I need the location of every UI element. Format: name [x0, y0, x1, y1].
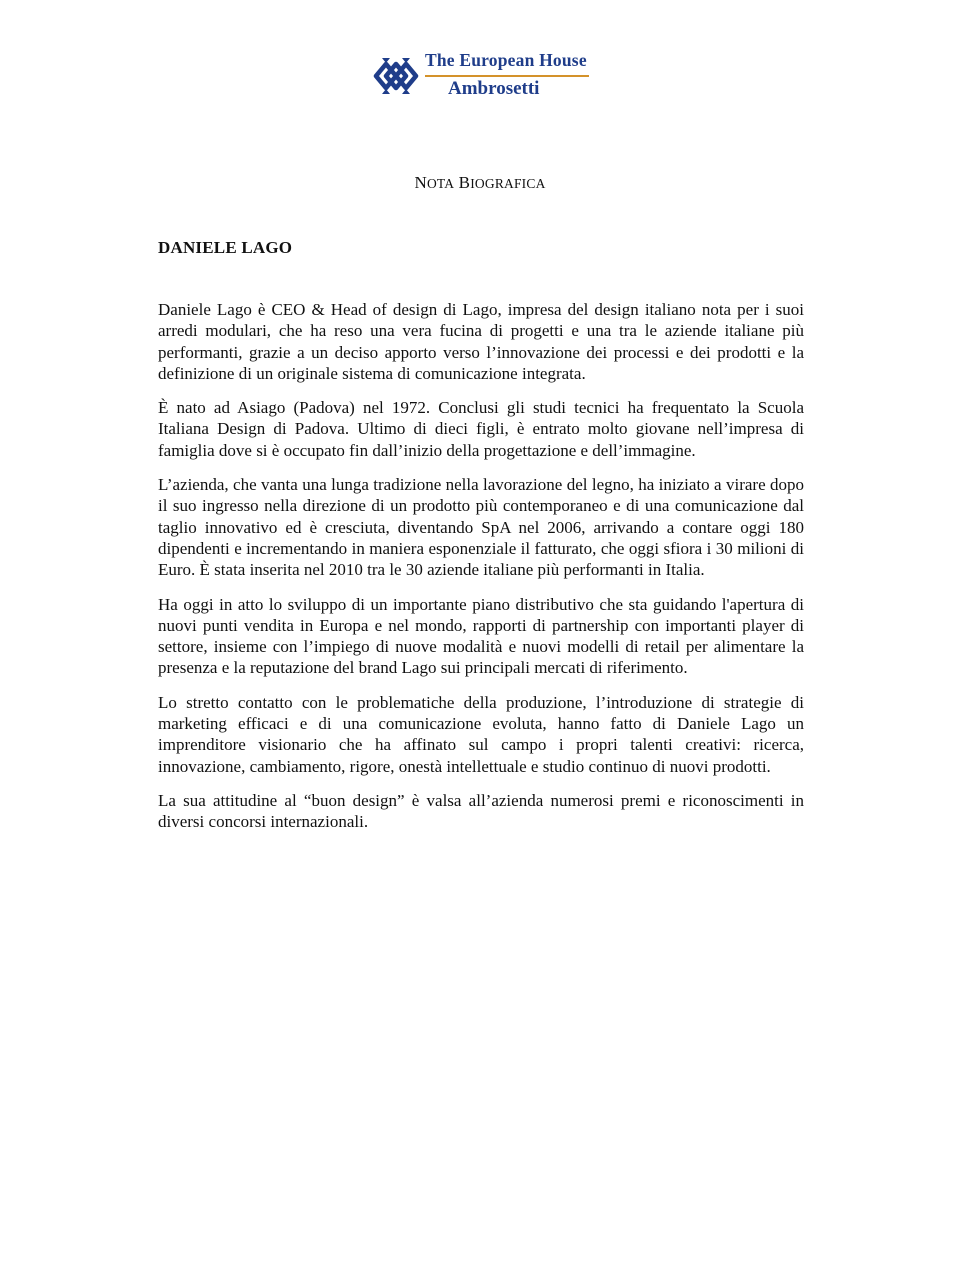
logo-text-line1: The European House [425, 50, 587, 70]
document-title [0, 173, 960, 193]
title-initial-2: B [458, 173, 471, 192]
company-logo [370, 50, 600, 106]
paragraph: È nato ad Asiago (Padova) nel 1972. Conclusi gli studi tecnici ha frequentato la Scuola Italiana Design di Padova. Ultimo di dieci figli, è entrato molto giovane nell’impresa di famiglia dove si è occupato fin dall’inizio della progettazione e dell’immagine. [158, 398, 804, 460]
paragraph: Ha oggi in atto lo sviluppo di un importante piano distributivo che sta guidando l'apertura di nuovi punti vendita in Europa e nel mondo, rapporti di partnership con importanti player di settore, insieme con l’impiego di nuove modalità e nuovi modelli di retail per alimentare la presenza e la reputazione del brand Lago sui principali mercati di riferimento. [158, 594, 804, 678]
title-rest-2: IOGRAFICA [470, 176, 546, 191]
paragraph: La sua attitudine al “buon design” è valsa all’azienda numerosi premi e riconoscimenti in diversi concorsi internazionali. [158, 790, 804, 832]
logo-divider [425, 75, 589, 77]
title-rest-1: OTA [426, 176, 455, 191]
paragraph: Daniele Lago è CEO & Head of design di Lago, impresa del design italiano nota per i suoi arredi modulari, che ha reso una vera fucina di progetti e una tra le aziende italiane più performanti, grazie a un deciso apporto verso l’innovazione dei processi e dei prodotti e la definizione di un originale sistema di comunicazione integrata. [158, 300, 804, 383]
logo-text-line2: Ambrosetti [448, 78, 540, 99]
paragraph: Lo stretto contatto con le problematiche della produzione, l’introduzione di strategie di marketing efficaci e di una comunicazione evoluta, hanno fatto di Daniele Lago un imprenditore visionario che ha affinato sul campo i propri talenti creativi: ricerca, innovazione, cambiamento, rigore, onestà intellettuale e studio continuo di nuovi prodotti. [158, 692, 804, 776]
paragraph: L’azienda, che vanta una lunga tradizione nella lavorazione del legno, ha iniziato a virare dopo il suo ingresso nella direzione di un prodotto più contemporaneo e di una comunicazione dal taglio innovativo ed è cresciuta, diventando SpA nel 2006, arrivando a contare oggi 180 dipendenti e incrementando in maniera esponenziale il fatturato, che oggi sfiora i 30 milioni di Euro. È stata inserita nel 2010 tra le 30 aziende italiane più performanti in Italia. [158, 475, 804, 580]
person-name: DANIELE LAGO [158, 238, 293, 257]
title-initial-1: N [414, 173, 427, 192]
ambrosetti-logo-mark-icon [372, 54, 420, 98]
biography-body [158, 299, 804, 846]
